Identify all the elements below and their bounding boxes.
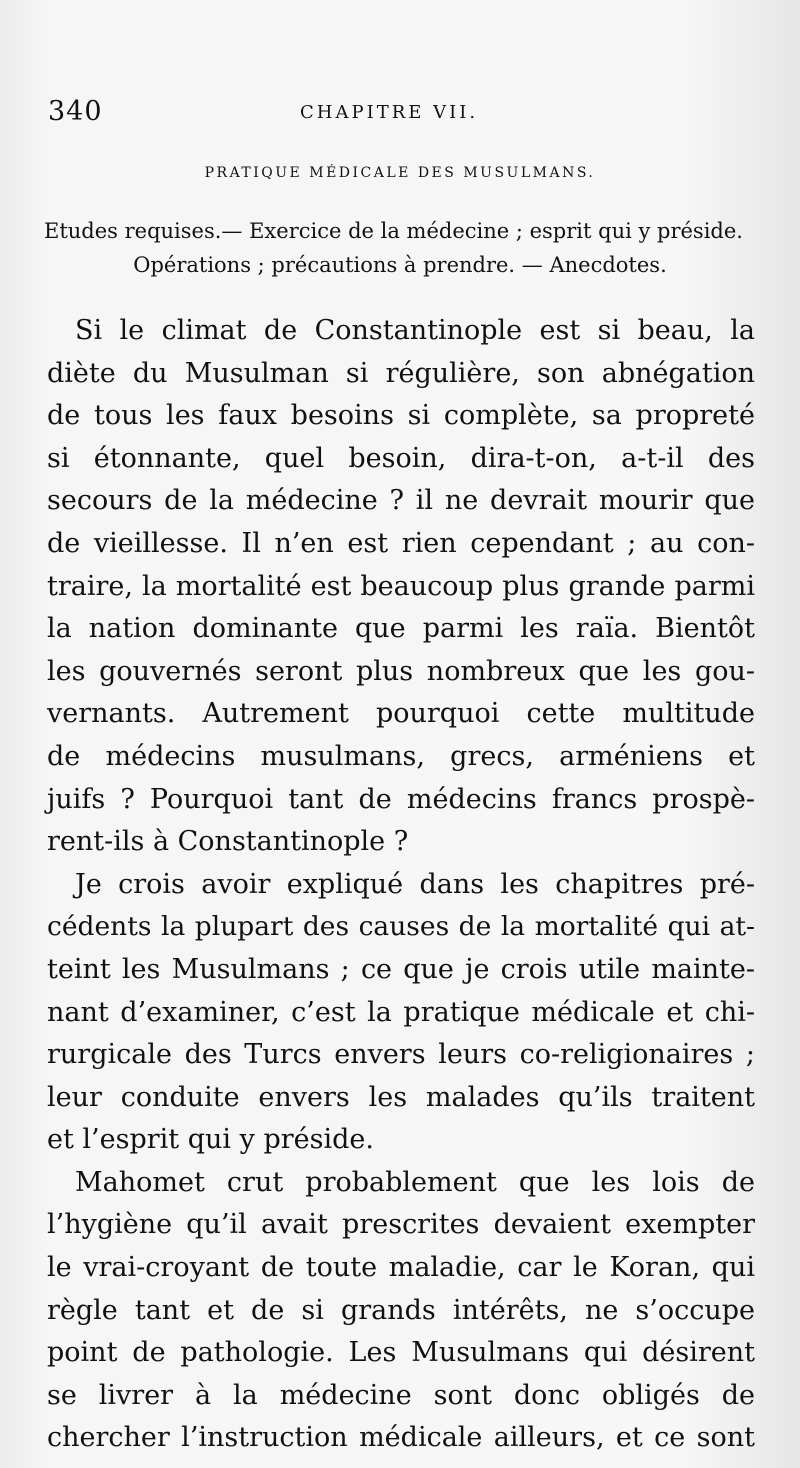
text-line: teint les Musulmans ; ce que je crois utile mainte-	[47, 953, 755, 985]
text-line: le vrai-croyant de toute maladie, car le Koran, qui	[47, 1252, 755, 1284]
text-line: si étonnante, quel besoin, dira-t-on, a-t-il des	[47, 442, 755, 474]
text-line: de vieillesse. Il n’en est rien cependant ; au con-	[47, 527, 755, 559]
body-text	[47, 310, 755, 1460]
page-number: 340	[48, 96, 103, 127]
text-line: rent-ils à Constantinople ?	[47, 826, 409, 858]
section-title: PRATIQUE MÉDICALE DES MUSULMANS.	[204, 165, 596, 181]
text-line: secours de la médecine ? il ne devrait mourir que	[47, 485, 755, 517]
text-line: traire, la mortalité est beaucoup plus grande parmi	[47, 570, 755, 602]
text-line: vernants. Autrement pourquoi cette multitude	[47, 698, 755, 730]
text-line: leur conduite envers les malades qu’ils traitent	[47, 1081, 755, 1113]
text-line: de tous les faux besoins si complète, sa propreté	[47, 400, 755, 432]
text-line: règle tant et de si grands intérêts, ne s’occupe	[47, 1294, 755, 1326]
text-line: l’hygiène qu’il avait prescrites devaient exempter	[47, 1209, 755, 1241]
text-line: Je crois avoir expliqué dans les chapitres pré-	[75, 868, 755, 900]
chapter-summary	[44, 214, 756, 282]
text-line: de médecins musulmans, grecs, arméniens et	[47, 740, 755, 772]
chapter-title: CHAPITRE VII.	[300, 102, 479, 123]
text-line: se livrer à la médecine sont donc obligés de	[47, 1379, 755, 1411]
text-line: cédents la plupart des causes de la mortalité qui at-	[47, 911, 755, 943]
paragraph	[47, 1162, 755, 1460]
text-line: la nation dominante que parmi les raïa. Bientôt	[47, 613, 755, 645]
text-line: nant d’examiner, c’est la pratique médicale et chi-	[47, 996, 755, 1028]
text-line: chercher l’instruction médicale ailleurs, et ce sont	[47, 1422, 755, 1454]
summary-line: Opérations ; précautions à prendre. — Anecdotes.	[133, 253, 667, 277]
paragraph	[47, 310, 755, 864]
text-line: juifs ? Pourquoi tant de médecins francs prospè-	[47, 783, 755, 815]
text-line: diète du Musulman si régulière, son abnégation	[47, 357, 755, 389]
running-head	[48, 96, 768, 136]
text-line: rurgicale des Turcs envers leurs co-religionaires ;	[47, 1039, 755, 1071]
text-line: les gouvernés seront plus nombreux que les gou-	[47, 655, 755, 687]
paragraph	[47, 864, 755, 1162]
text-line: Mahomet crut probablement que les lois de	[75, 1166, 755, 1198]
text-line: et l’esprit qui y préside.	[47, 1124, 374, 1156]
summary-line: Etudes requises.— Exercice de la médecine ; esprit qui y préside.	[44, 219, 743, 243]
text-line: point de pathologie. Les Musulmans qui désirent	[47, 1337, 755, 1369]
text-line: Si le climat de Constantinople est si beau, la	[75, 315, 755, 346]
